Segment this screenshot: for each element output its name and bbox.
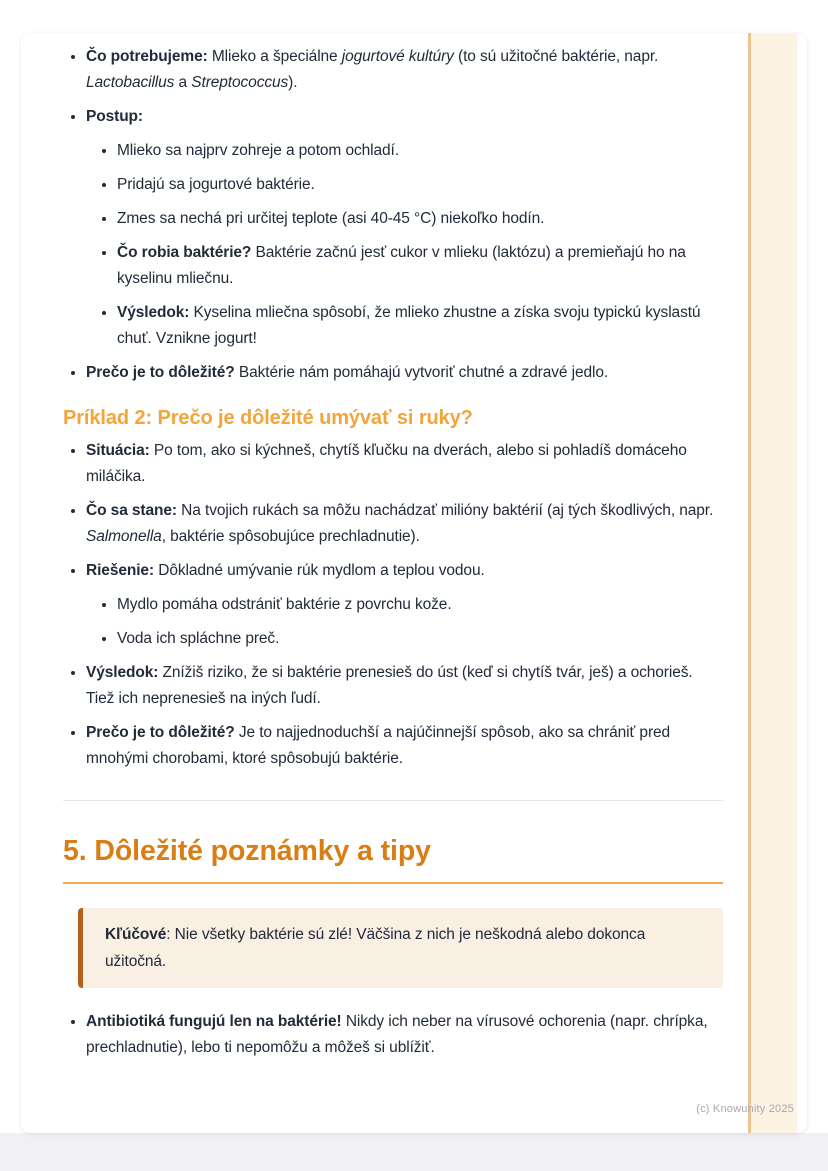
text-run: , baktérie spôsobujúce prechladnutie). — [161, 528, 420, 545]
page-gap — [0, 1133, 828, 1171]
list-item — [86, 1008, 723, 1061]
text-run: Baktérie nám pomáhajú vytvoriť chutné a zdravé jedlo. — [234, 364, 609, 381]
italic-term: Salmonella — [86, 528, 162, 545]
example2-list — [63, 437, 723, 772]
postup-sublist — [86, 137, 723, 352]
yogurt-list — [63, 43, 723, 386]
list-item — [117, 171, 723, 198]
bold-label: Prečo je to dôležité? — [86, 364, 235, 381]
list-item — [117, 137, 723, 164]
italic-term: Streptococcus — [191, 74, 289, 91]
text-run: Pridajú sa jogurtové baktérie. — [117, 176, 315, 193]
list-item — [86, 659, 723, 712]
italic-term: jogurtové kultúry — [341, 48, 454, 65]
list-item — [117, 625, 723, 652]
italic-term: Lactobacillus — [86, 74, 175, 91]
list-item — [86, 719, 723, 772]
key-callout — [78, 908, 723, 988]
list-item — [86, 359, 723, 386]
text-run: Po tom, ako si kýchneš, chytíš kľučku na dverách, alebo si pohladíš domáceho miláčika. — [86, 442, 687, 485]
example2-heading: Príklad 2: Prečo je dôležité umývať si ruky? — [63, 407, 473, 429]
list-item — [86, 497, 723, 550]
text-run: (to sú užitočné baktérie, napr. — [453, 48, 659, 65]
text-run: ). — [288, 74, 298, 91]
solution-sublist — [86, 591, 723, 652]
list-item — [86, 557, 723, 652]
text-run: Kyselina mliečna spôsobí, že mlieko zhustne a získa svoju typickú kyslastú chuť. Vznikne jogurt! — [117, 304, 701, 347]
bold-label: Situácia: — [86, 442, 150, 459]
document-page — [21, 33, 807, 1133]
text-run: Mlieko sa najprv zohreje a potom ochladí. — [117, 142, 399, 159]
text-run: Na tvojich rukách sa môžu nachádzať milióny baktérií (aj tých škodlivých, napr. — [176, 502, 714, 519]
text-run: : Nie všetky baktérie sú zlé! Väčšina z nich je neškodná alebo dokonca užitočná. — [105, 926, 646, 970]
text-run: Mydlo pomáha odstrániť baktérie z povrchu kože. — [117, 596, 452, 613]
bold-label: Postup: — [86, 108, 143, 125]
list-item — [117, 299, 723, 352]
list-item — [117, 591, 723, 618]
list-item — [117, 205, 723, 232]
bold-label: Riešenie: — [86, 562, 155, 579]
text-run: Nikdy ich neber na vírusové ochorenia (napr. chrípka, prechladnutie), lebo ti nepomôžu a môžeš si ublížiť. — [86, 1013, 708, 1056]
text-run: Dôkladné umývanie rúk mydlom a teplou vodou. — [154, 562, 485, 579]
bold-label: Výsledok: — [86, 664, 159, 681]
bold-label: Kľúčové — [105, 926, 167, 943]
list-item — [117, 239, 723, 292]
bold-label: Čo potrebujeme: — [86, 48, 208, 65]
section-divider — [63, 800, 723, 801]
text-run: Mlieko a špeciálne — [207, 48, 342, 65]
notes-heading: 5. Dôležité poznámky a tipy — [63, 835, 723, 884]
text-run: Voda ich spláchne preč. — [117, 630, 280, 647]
text-run: Zmes sa nechá pri určitej teplote (asi 40-45 °C) niekoľko hodín. — [117, 210, 545, 227]
list-item — [86, 103, 723, 352]
list-item — [86, 43, 723, 96]
text-run: Znížiš riziko, že si baktérie prenesieš do úst (keď si chytíš tvár, ješ) a ochorieš. Tiež ich neprenesieš na iných ľudí. — [86, 664, 693, 707]
decorative-stripe — [748, 33, 797, 1133]
bold-label: Antibiotiká fungujú len na baktérie! — [86, 1013, 342, 1030]
text-run: Je to najjednoduchší a najúčinnejší spôsob, ako sa chrániť pred mnohými chorobami, ktoré spôsobujú baktérie. — [86, 724, 671, 767]
text-run: a — [174, 74, 192, 91]
bold-label: Výsledok: — [117, 304, 190, 321]
text-run: Baktérie začnú jesť cukor v mlieku (laktózu) a premieňajú ho na kyselinu mliečnu. — [117, 244, 686, 287]
page-content — [63, 36, 723, 1068]
watermark: (c) Knowunity 2025 — [696, 1103, 794, 1115]
bold-label: Čo sa stane: — [86, 502, 177, 519]
list-item — [86, 437, 723, 490]
bold-label: Čo robia baktérie? — [117, 244, 252, 261]
bold-label: Prečo je to dôležité? — [86, 724, 235, 741]
notes-list — [63, 1008, 723, 1061]
